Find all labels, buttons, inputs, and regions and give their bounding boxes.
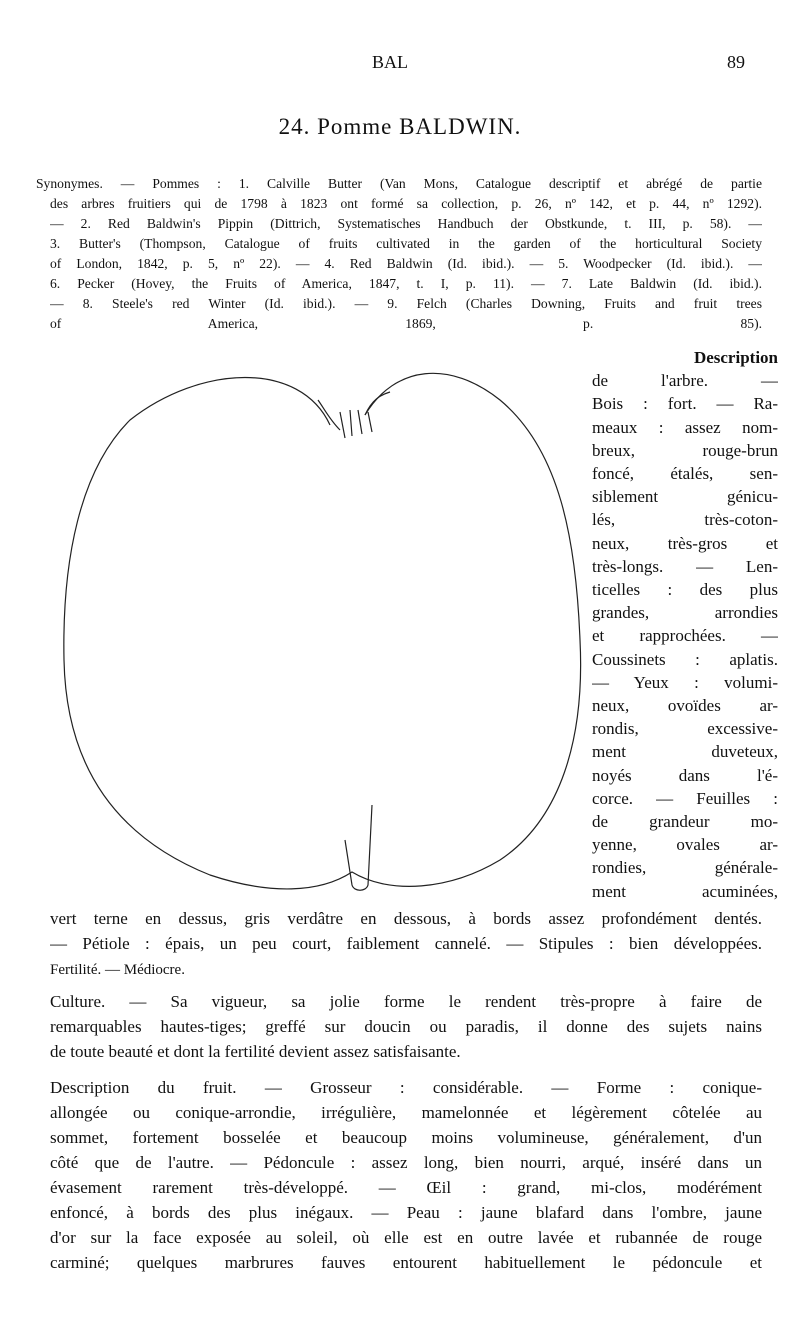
- text-line: rondis, excessive-: [592, 719, 778, 739]
- text-line: sommet, fortement bosselée et beaucoup moins volumineuse, généralement, d'un: [50, 1128, 762, 1147]
- text-line: of America, 1869, p. 85).: [50, 316, 762, 331]
- text-line: — Yeux : volumi-: [592, 672, 778, 692]
- text-line: très-longs. — Len-: [592, 556, 778, 576]
- text-line: neux, très-gros et: [592, 533, 778, 553]
- text-line: — 2. Red Baldwin's Pippin (Dittrich, Systematisches Handbuch der Obstkunde, t. III, p. 58). —: [50, 216, 762, 231]
- text-line: Description: [693, 348, 778, 367]
- text-line: — 8. Steele's red Winter (Id. ibid.). — 9. Felch (Charles Downing, Fruits and fruit trees: [50, 296, 762, 311]
- text-line: corce. — Feuilles :: [592, 788, 778, 808]
- text-line: des arbres fruitiers qui de 1798 à 1823 ont formé sa collection, p. 26, nº 142, et p. 44, nº 1292).: [50, 196, 762, 211]
- text-line: 3. Butter's (Thompson, Catalogue of fruits cultivated in the garden of the horticultural Society: [50, 236, 762, 251]
- text-line: — Pétiole : épais, un peu court, faiblement cannelé. — Stipules : bien développées.: [50, 934, 762, 953]
- running-title: BAL: [372, 52, 408, 72]
- text-line: of London, 1842, p. 5, nº 22). — 4. Red Baldwin (Id. ibid.). — 5. Woodpecker (Id. ibid.). —: [50, 256, 762, 271]
- text-line: Synonymes. — Pommes : 1. Calville Butter (Van Mons, Catalogue descriptif et abrégé de partie: [36, 176, 762, 191]
- text-line: grandes, arrondies: [592, 603, 778, 623]
- text-line: évasement rarement très-développé. — Œil : grand, mi-clos, modérément: [50, 1178, 762, 1197]
- fertility-paragraph: Fertilité. — Médiocre.: [50, 962, 185, 978]
- text-line: foncé, étalés, sen-: [592, 464, 778, 483]
- text-line: meaux : assez nom-: [592, 417, 778, 437]
- page-number: 89: [727, 52, 745, 72]
- text-line: d'or sur la face exposée au soleil, où elle est en outre lavée et rubannée de rouge: [50, 1228, 762, 1247]
- text-line: côté que de l'autre. — Pédoncule : assez long, bien nourri, arqué, inséré dans un: [50, 1153, 762, 1172]
- apple-stem: [345, 805, 372, 890]
- text-line: de toute beauté et dont la fertilité devient assez satisfaisante.: [50, 1042, 461, 1061]
- text-line: neux, ovoïdes ar-: [592, 696, 778, 715]
- text-line: Description du fruit. — Grosseur : considérable. — Forme : conique-: [50, 1078, 762, 1097]
- text-line: ment duveteux,: [592, 742, 778, 762]
- apple-eye-lines: [340, 410, 372, 438]
- text-line: de l'arbre. —: [592, 371, 778, 391]
- text-line: ment acuminées,: [592, 881, 778, 901]
- text-line: noyés dans l'é-: [592, 765, 778, 785]
- text-line: de grandeur mo-: [592, 812, 778, 831]
- text-line: carminé; quelques marbrures fauves entourent habituellement le pédoncule et: [50, 1253, 762, 1272]
- text-line: ticelles : des plus: [592, 580, 778, 599]
- apple-stem-cavity: [318, 392, 390, 430]
- text-line: rondies, générale-: [592, 858, 778, 878]
- text-line: breux, rouge-brun: [592, 440, 778, 460]
- text-line: siblement génicu-: [592, 487, 778, 507]
- text-line: 6. Pecker (Hovey, the Fruits of America, 1847, t. I, p. 11). — 7. Late Baldwin (Id. ibid.).: [50, 276, 762, 291]
- text-line: lés, très-coton-: [592, 510, 778, 530]
- apple-outline: [64, 373, 581, 889]
- text-line: remarquables hautes-tiges; greffé sur doucin ou paradis, il donne des sujets nains: [50, 1017, 762, 1036]
- text-line: enfoncé, à bords des plus inégaux. — Peau : jaune blafard dans l'ombre, jaune: [50, 1203, 762, 1222]
- text-line: Culture. — Sa vigueur, sa jolie forme le rendent très-propre à faire de: [50, 992, 762, 1011]
- page-title: 24. Pomme BALDWIN.: [278, 114, 522, 139]
- text-line: Coussinets : aplatis.: [592, 649, 778, 669]
- text-line: yenne, ovales ar-: [592, 835, 778, 855]
- text-line: et rapprochées. —: [592, 626, 778, 646]
- text-line: vert terne en dessus, gris verdâtre en dessous, à bords assez profondément dentés.: [50, 909, 762, 928]
- text-line: Bois : fort. — Ra-: [592, 394, 778, 414]
- text-line: allongée ou conique-arrondie, irrégulière, mamelonnée et légèrement côtelée au: [50, 1103, 762, 1122]
